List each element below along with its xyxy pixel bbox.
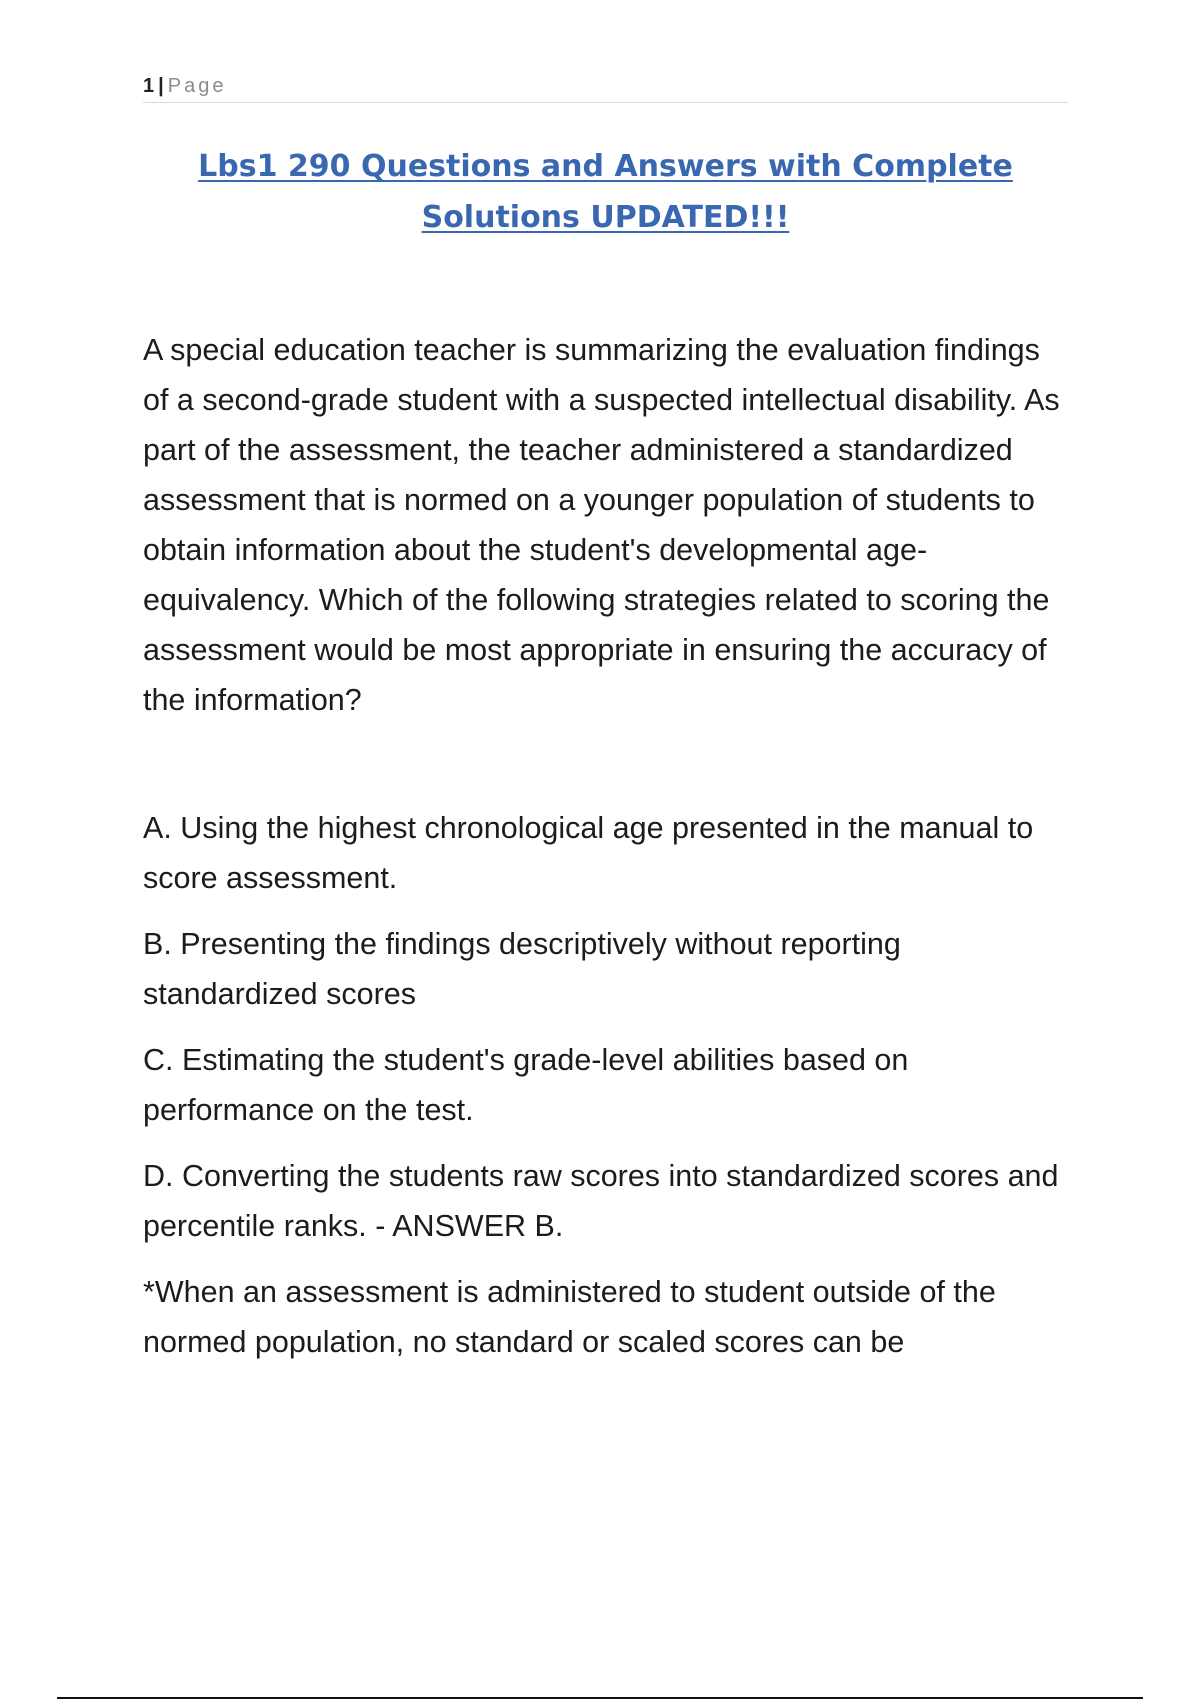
question-text: A special education teacher is summarizing the evaluation findings of a second-grade student with a suspected intellectual disability. As part of the assessment, the teacher administered a standardized assessment that is normed on a younger population of students to obtain information about the student's developmental age-equivalency. Which of the following strategies related to scoring the assessment would be most appropriate in ensuring the accuracy of the information? xyxy=(143,333,1060,717)
page-header xyxy=(143,72,1068,103)
page-separator: | xyxy=(158,75,164,97)
page-label: Page xyxy=(167,75,227,97)
answer-option-b: B. Presenting the findings descriptively without reporting standardized scores xyxy=(143,927,901,1011)
answer-option-d: D. Converting the students raw scores into standardized scores and percentile ranks. - ANSWER B. xyxy=(143,1159,1059,1243)
answer-explanation: *When an assessment is administered to student outside of the normed population, no standard or scaled scores can be xyxy=(143,1275,996,1359)
answer-option-a: A. Using the highest chronological age presented in the manual to score assessment. xyxy=(143,811,1034,895)
answer-option-c: C. Estimating the student's grade-level abilities based on performance on the test. xyxy=(143,1043,909,1127)
page-number: 1 xyxy=(143,75,155,97)
document-body xyxy=(143,325,1073,1367)
footer-rule xyxy=(57,1697,1143,1699)
document-title: Lbs1 290 Questions and Answers with Complete Solutions UPDATED!!! xyxy=(198,149,1013,235)
